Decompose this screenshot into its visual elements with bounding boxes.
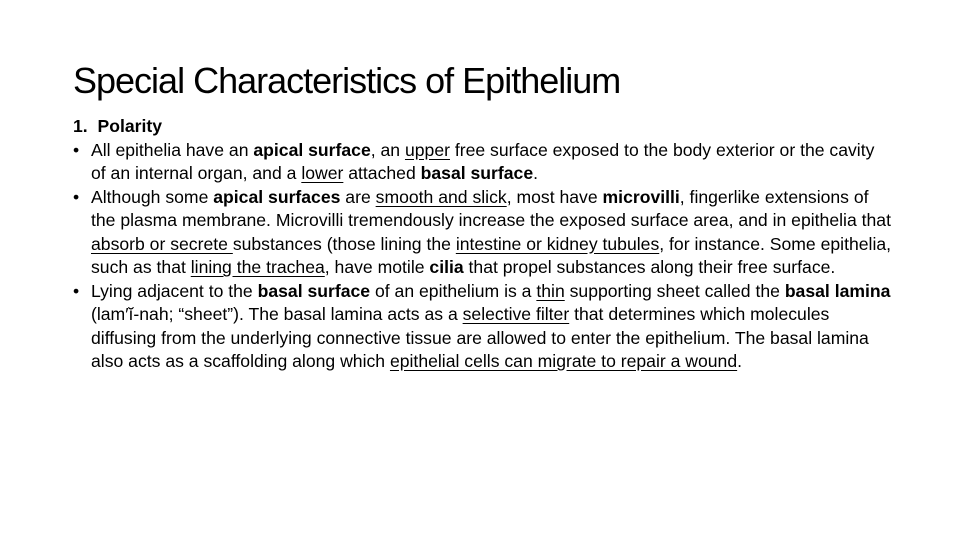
bold-term: apical surfaces [213,186,341,207]
bullet-text: . [737,351,743,371]
bullet-text: , for instance. Some epithelia, such as that [91,233,892,277]
underlined-phrase: smooth and slick [375,186,507,207]
underlined-phrase: lower [301,163,344,183]
bullet-text: attached [343,163,421,183]
bold-term: basal lamina [784,280,891,301]
bold-term: basal surface [420,163,534,183]
bullet-item [73,186,893,280]
bullet-text: . [533,163,539,183]
section-heading [73,115,893,139]
bullet-marker: • [73,186,80,207]
bullet-text: that propel substances along their free surface. [463,257,836,277]
bullet-text: All epithelia have an [91,139,254,160]
bullet-item [73,280,893,374]
bullet-text: (lam′ĭ-nah; “sheet”). The basal lamina acts as a [91,304,463,324]
bullet-text: , most have [506,186,603,207]
bullet-marker: • [73,280,80,301]
bullet-text: , fingerlike extensions of the plasma membrane. Microvilli tremendously increase the exposed surface area, and in epithelia that [91,186,891,230]
underlined-phrase: selective filter [462,304,570,324]
bold-term: microvilli [602,186,680,207]
bold-term: basal surface [257,280,371,301]
slide-body [73,115,893,374]
bullet-text: supporting sheet called the [564,280,785,301]
bullet-text: Lying adjacent to the [91,280,258,301]
underlined-phrase: lining the trachea [190,257,325,277]
underlined-phrase: epithelial cells can migrate to repair a wound [389,351,738,371]
bullet-marker: • [73,139,80,160]
underlined-phrase: absorb or secrete [91,233,233,254]
underlined-phrase: thin [536,280,565,301]
bullet-text: Although some [91,186,214,207]
bullet-text: are [340,186,376,207]
bullet-text: , have motile [324,257,430,277]
bullet-text: of an epithelium is a [370,280,537,301]
section-heading-text: Polarity [97,116,163,136]
bullet-item [73,139,893,186]
underlined-phrase: upper [404,139,450,160]
slide-title: Special Characteristics of Epithelium [73,60,621,101]
bullet-text: that determines which molecules diffusing from the underlying connective tissue are allowed to enter the epithelium. The basal lamina also acts as a scaffolding along which [91,304,869,371]
bullet-list [73,139,893,374]
bullet-text: substances (those lining the [232,233,456,254]
underlined-phrase: intestine or kidney tubules [455,233,660,254]
bold-term: cilia [429,257,464,277]
section-number: 1. [73,116,88,136]
bullet-text: , an [370,139,405,160]
bold-term: apical surface [253,139,371,160]
bullet-text: free surface exposed to the body exterior or the cavity of an internal organ, and a [91,139,875,183]
